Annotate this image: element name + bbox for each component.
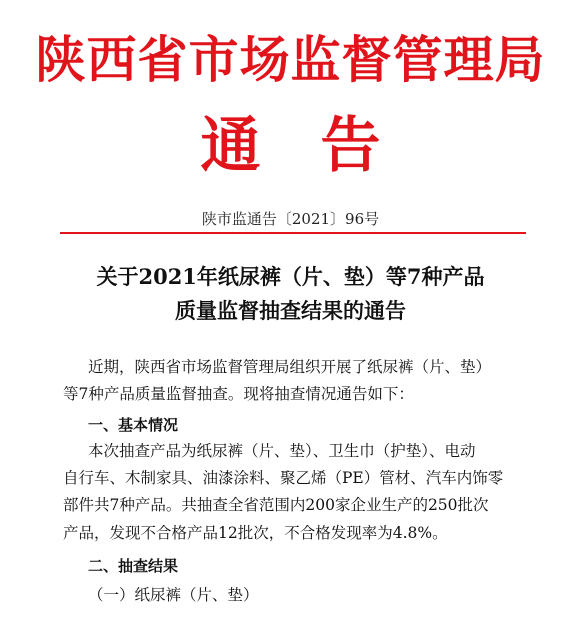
intro-paragraph-line-1: 近期，陕西省市场监督管理局组织开展了纸尿裤（片、垫） — [88, 358, 492, 376]
section-1-paragraph-line-1: 本次抽查产品为纸尿裤（片、垫）、卫生巾（护垫）、电动 — [88, 442, 476, 460]
red-divider-line — [60, 232, 526, 234]
notice-type-title: 通告 — [200, 111, 441, 181]
agency-name-header: 陕西省市场监督管理局 — [35, 30, 546, 89]
section-1-paragraph-line-3: 部件共7种产品。共抽查全省范围内200家企业生产的250批次 — [63, 496, 489, 514]
notice-title-line-1: 关于2021年纸尿裤（片、垫）等7种产品 — [96, 264, 485, 289]
section-1-heading: 一、基本情况 — [88, 416, 179, 434]
document-number: 陕市监通告〔2021〕96号 — [201, 210, 380, 228]
subsection-1-heading: （一）纸尿裤（片、垫） — [88, 586, 259, 604]
intro-paragraph-line-2: 等7种产品质量监督抽查。现将抽查情况通告如下： — [63, 385, 414, 403]
notice-title-line-2: 质量监督抽查结果的通告 — [175, 298, 406, 323]
section-1-paragraph-line-2: 自行车、木制家具、油漆涂料、聚乙烯（PE）管材、汽车内饰零 — [63, 469, 504, 487]
section-1-paragraph-line-4: 产品，发现不合格产品12批次，不合格发现率为4.8%。 — [63, 524, 448, 542]
section-2-heading: 二、抽查结果 — [88, 557, 179, 575]
